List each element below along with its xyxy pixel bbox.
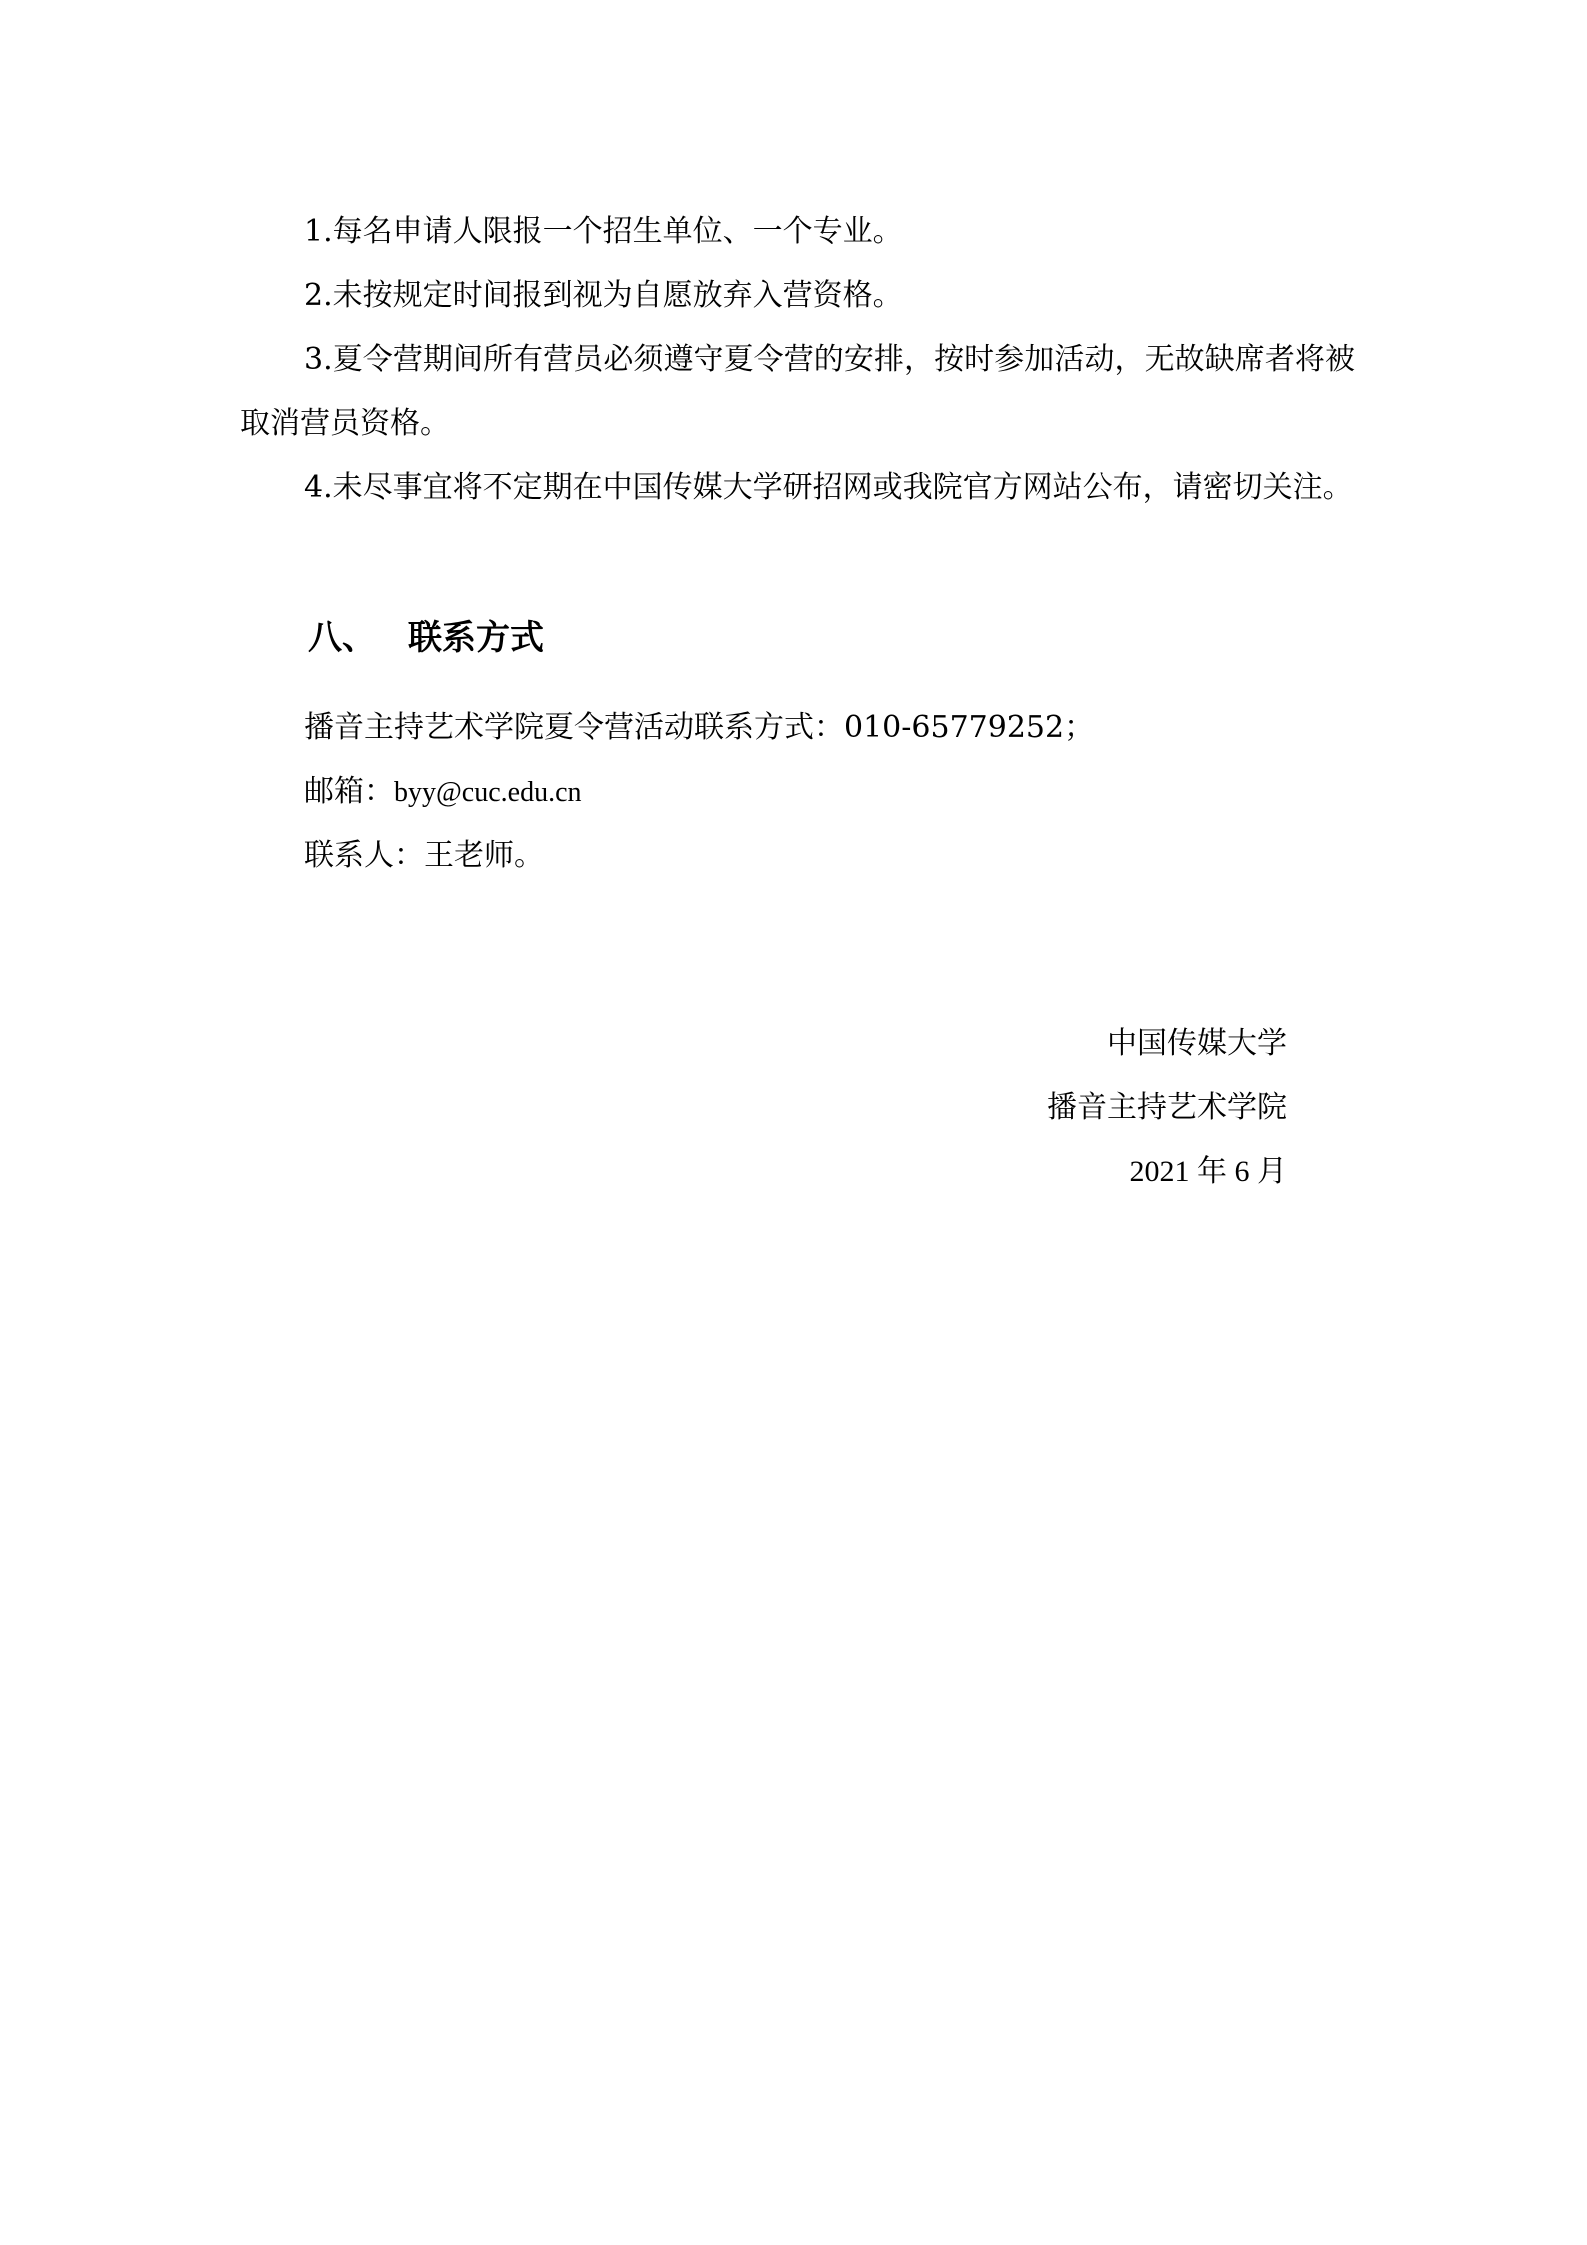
signature-university: 中国传媒大学 — [1107, 1026, 1287, 1061]
email-label: 邮箱： — [304, 774, 394, 809]
signature-date: 2021 年 6 月 — [1129, 1155, 1287, 1188]
note-item-4: 4.未尽事宜将不定期在中国传媒大学研招网或我院官方网站公布，请密切关注。 — [304, 470, 1353, 505]
contact-email — [304, 760, 582, 825]
note-item-3: 3.夏令营期间所有营员必须遵守夏令营的安排，按时参加活动，无故缺席者将被取消营员资格。 — [240, 342, 1355, 441]
section-title: 联系方式 — [408, 618, 544, 658]
signature-school: 播音主持艺术学院 — [1047, 1090, 1287, 1125]
contact-phone: 播音主持艺术学院夏令营活动联系方式：010-65779252； — [304, 710, 1095, 745]
contact-person: 联系人：王老师。 — [304, 838, 544, 873]
section-heading — [308, 608, 544, 668]
email-value: byy@cuc.edu.cn — [394, 777, 582, 808]
section-number: 八、 — [308, 618, 376, 658]
note-item-2: 2.未按规定时间报到视为自愿放弃入营资格。 — [304, 278, 903, 313]
note-item-1: 1.每名申请人限报一个招生单位、一个专业。 — [304, 214, 903, 249]
